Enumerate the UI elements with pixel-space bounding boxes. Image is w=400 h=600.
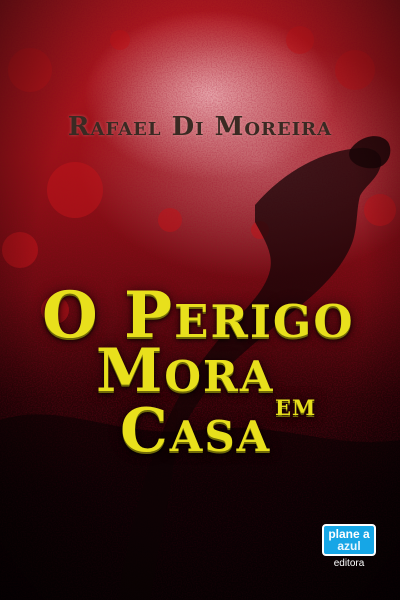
publisher-logo	[316, 524, 382, 572]
title-line-3: em	[275, 388, 317, 423]
publisher-name-line-3: editora	[333, 558, 365, 569]
title-line-4: Casa	[120, 396, 272, 466]
publisher-name-line-1: plane a	[328, 527, 370, 541]
title-line-2: Mora	[96, 336, 275, 406]
title-line-1: O Perigo	[42, 278, 355, 353]
author-name: Rafael Di Moreira	[67, 112, 333, 142]
publisher-name-line-2: azul	[337, 539, 361, 553]
